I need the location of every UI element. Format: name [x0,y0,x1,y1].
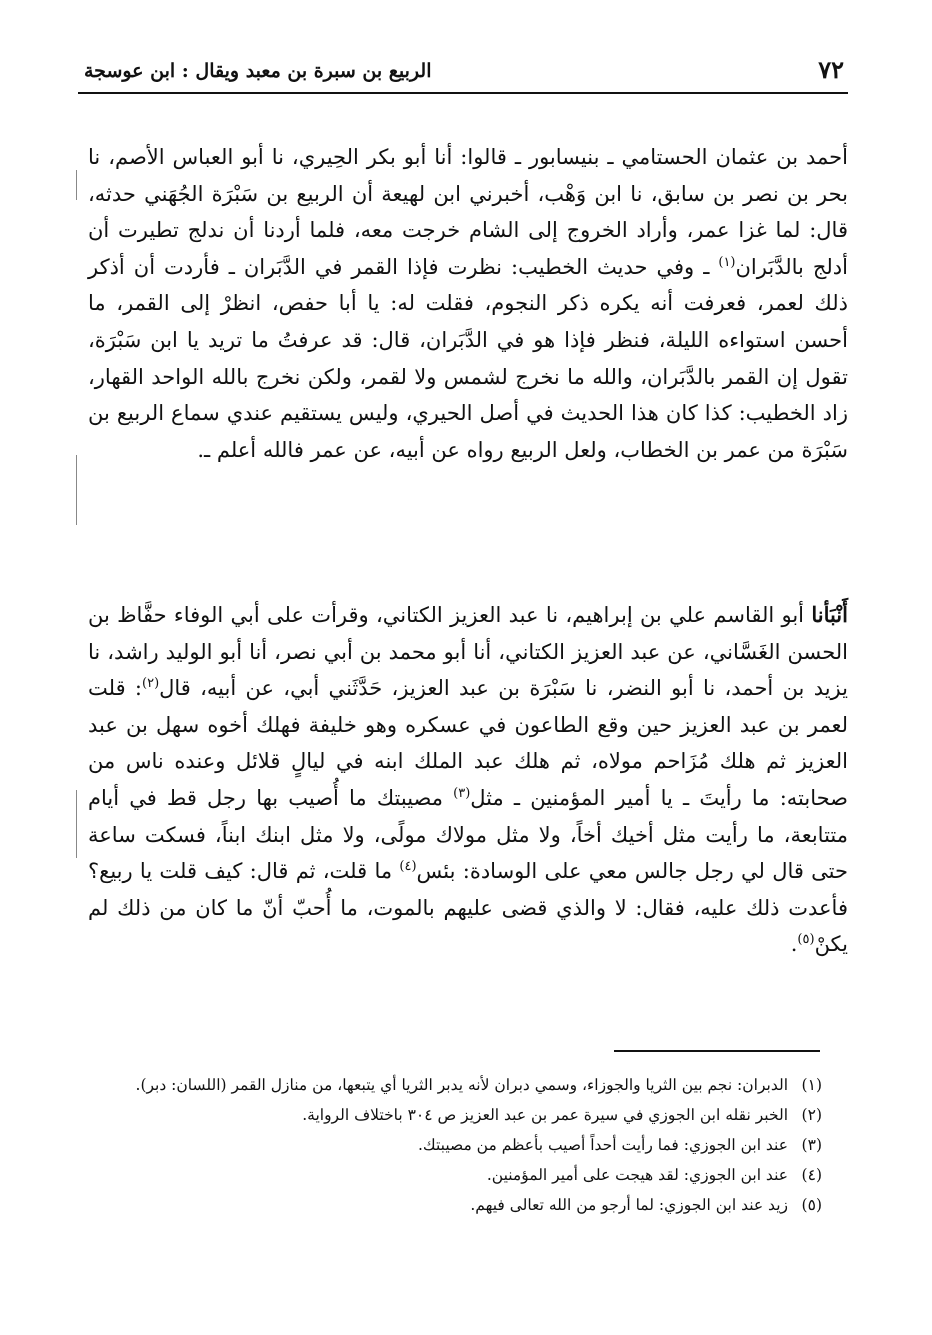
footnote [92,1130,822,1160]
running-title: الربيع بن سبرة بن معبد ويقال : ابن عوسجة [84,60,432,82]
paragraph-2 [88,597,848,963]
page-number: ٧٢ [818,55,844,84]
footnote-text: عند ابن الجوزي: فما رأيت أحداً أصيب بأعظم من مصيبتك. [417,1136,788,1154]
footnote-number: (١) [801,1076,822,1094]
footnote-marker-4: (٤) [399,859,417,875]
margin-mark [76,790,77,858]
footnote [92,1160,822,1190]
footnote-marker-2: (٢) [142,676,160,692]
paragraph-1 [88,139,848,468]
footnote [92,1190,822,1220]
footnote-number: (٣) [801,1136,822,1154]
page-header [84,52,844,92]
footnote-number: (٢) [801,1106,822,1124]
paragraph-1-text: أحمد بن عثمان الحستامي ـ بنيسابور ـ قالوا: أنا أبو بكر الحِيري، نا أبو العباس الأصم، نا بحر بن نصر بن سابق، نا ابن وَهْب، أخبرني ابن لهيعة أن الربيع بن سَبْرَة الجُهَني حدثه، قال: لما غزا عمر، وأراد الخروج إلى الشام خرجت معه، فلما أردنا أن ندلج تطيرت أن أدلج بالدَّبَران [88,145,848,279]
paragraph-2-text: أبو القاسم علي بن إبراهيم، نا عبد العزيز الكتاني، وقرأت على أبي الوفاء حفَّاظ بن الحسن الغَسَّاني، عن عبد العزيز الكتاني، أنا أبو محمد بن أبي نصر، أنا أبو الوليد راشد، نا يزيد بن أحمد، نا أبو النضر، نا سَبْرَة بن عبد العزيز، حَدَّثَني أبي، عن أبيه، قال [88,603,848,701]
footnote [92,1070,822,1100]
footnote [92,1100,822,1130]
footnote-text: الخبر نقله ابن الجوزي في سيرة عمر بن عبد العزيز ص ٣٠٤ باختلاف الرواية. [302,1106,788,1124]
footnote-marker-1: (١) [718,254,736,270]
footnote-marker-5: (٥) [797,932,815,948]
footnote-number: (٤) [801,1166,822,1184]
paragraph-2-text-continued: مصيبتك ما أُصيب بها رجل قط في أيام متتابعة، ما رأيت مثل أخيك أخاً، ولا مثل مولاك مولًى، ولا مثل ابنك ابناً، فسكت ساعة حتى قال لي رجل جالس معي على الوسادة: بئس [88,785,848,884]
footnote-divider [614,1050,820,1052]
footnote-text: زيد عند ابن الجوزي: لما أرجو من الله تعالى فيهم. [470,1196,788,1214]
paragraph-2-end: . [790,932,798,957]
footnotes [92,1070,822,1220]
paragraph-2-lead: أَنْبَأنا [811,602,848,627]
header-divider [78,92,848,94]
margin-mark [76,170,77,200]
paragraph-2-text-continued: ما قلت، ثم قال: كيف قلت يا ربيع؟ فأعدت ذلك عليه، فقال: لا والذي قضى عليهم بالموت، ما أُحبّ أنّ ما كان من ذلك لم يكنْ [88,859,848,957]
footnote-marker-3: (٣) [453,785,471,801]
paragraph-2-text-continued: : قلت لعمر بن عبد العزيز حين وقع الطاعون في عسكره وهو خليفة فهلك أخوه سهل بن عبد العزيز ثم هلك مُزَاحم مولاه، ثم هلك عبد الملك ابنه في ليالٍ قلائل وعنده ناس من صحابته: ما رأيتَ ـ يا أمير المؤمنين ـ مثل [88,676,848,810]
footnote-number: (٥) [801,1196,822,1214]
footnote-text: الدبران: نجم بين الثريا والجوزاء، وسمي دبران لأنه يدبر الثريا أي يتبعها، من منازل القمر (اللسان: دبر). [135,1076,788,1094]
paragraph-1-text-continued: ـ وفي حديث الخطيب: نظرت فإذا القمر في الدَّبَران ـ فأردت أن أذكر ذلك لعمر، فعرفت أنه يكره ذكر النجوم، فقلت له: يا أبا حفص، انظرْ إلى القمر، ما أحسن استواءه الليلة، فنظر فإذا هو في الدَّبَران، قال: قد عرفتُ ما تريد يا ابن سَبْرَة، تقول إن القمر بالدَّبَران، والله ما نخرج لشمس ولا لقمر، ولكن نخرج بالله الواحد القهار، زاد الخطيب: كذا كان هذا الحديث في أصل الحيري، وليس يستقيم عندي سماع الربيع بن سَبْرَة من عمر بن الخطاب، ولعل الربيع رواه عن أبيه، عن عمر فالله أعلم ـ. [88,254,848,462]
margin-mark [76,455,77,525]
footnote-text: عند ابن الجوزي: لقد هيجت على أمير المؤمنين. [486,1166,788,1184]
